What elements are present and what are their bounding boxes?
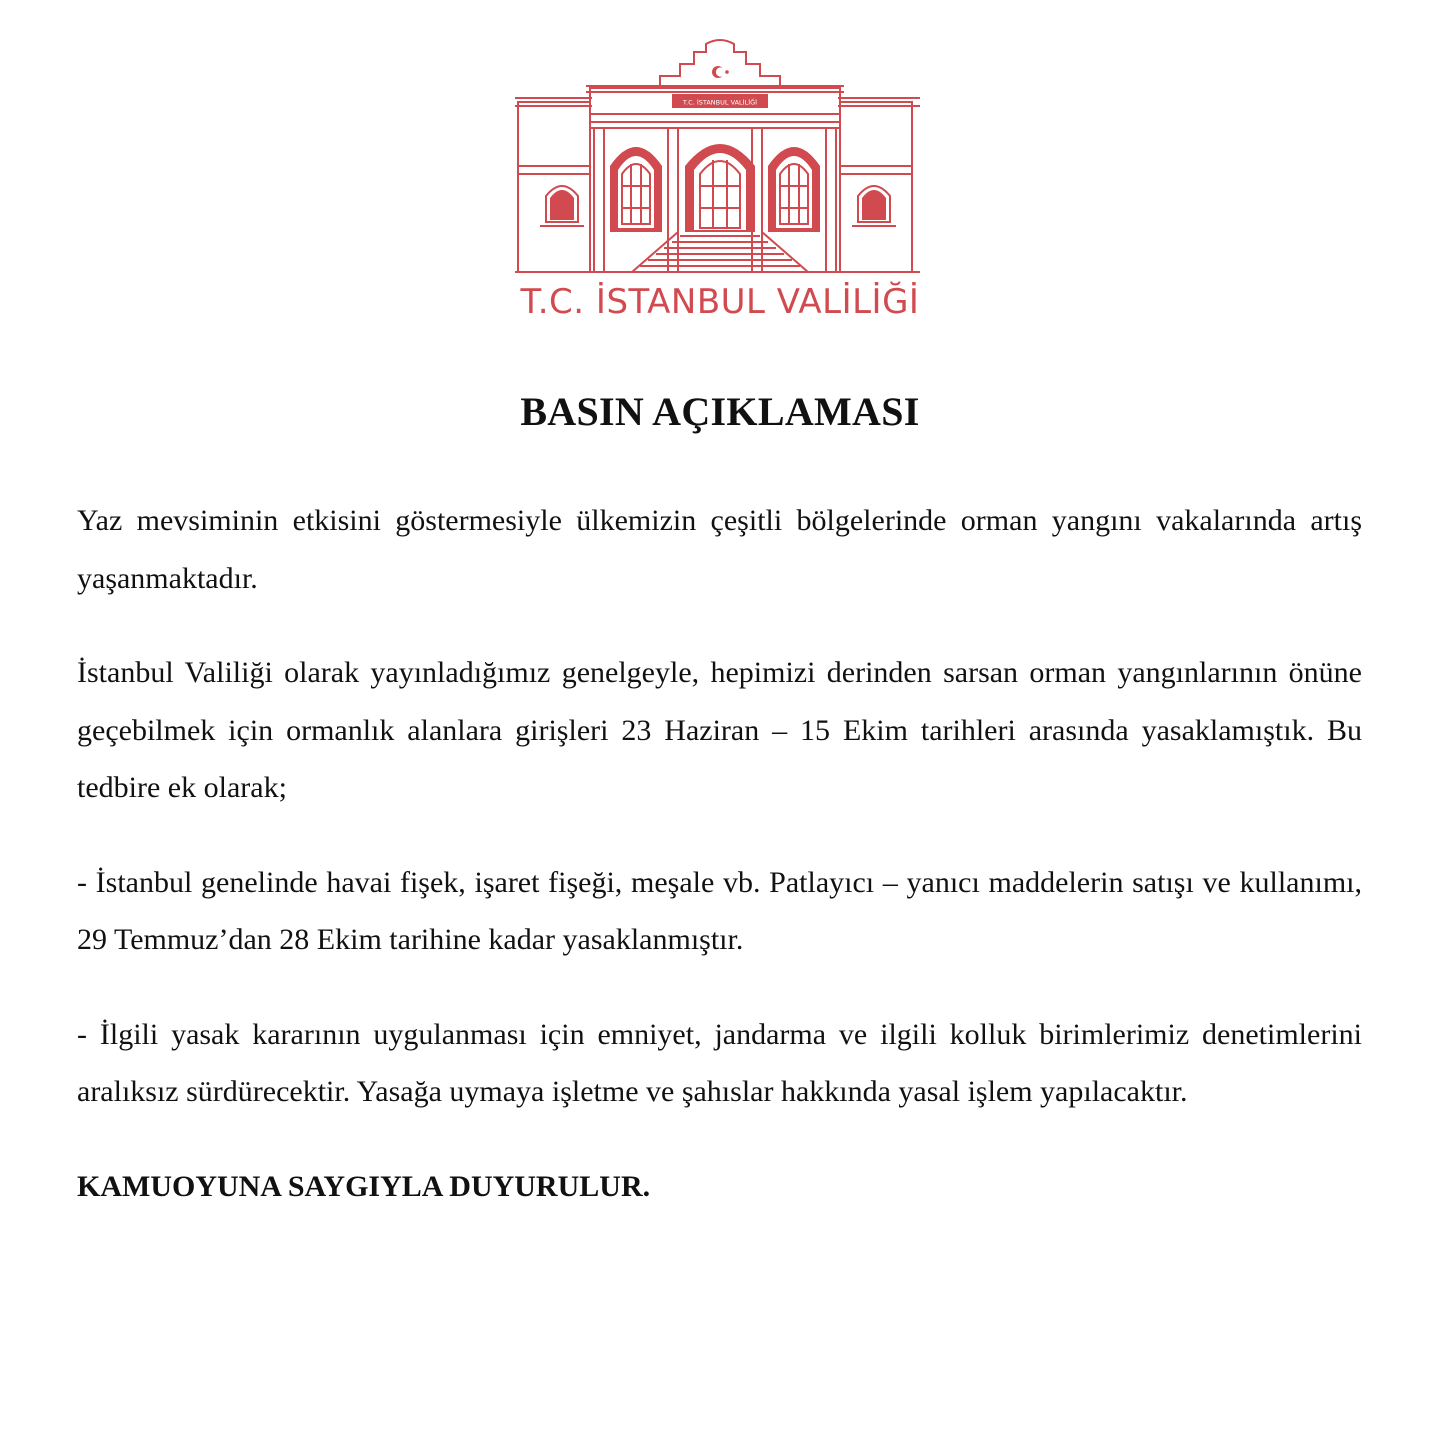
governorship-building-icon xyxy=(510,36,930,286)
document-title: BASIN AÇIKLAMASI xyxy=(520,389,920,434)
logo-sign-text: T.C. İSTANBUL VALİLİĞİ xyxy=(682,98,758,107)
organization-name: T.C. İSTANBUL VALİLİĞİ xyxy=(520,282,920,322)
paragraph-enforcement: - İlgili yasak kararının uygulanması için emniyet, jandarma ve ilgili kolluk birimlerimiz denetimlerini aralıksız sürdürecektir. Yasağa uymaya işletme ve şahıslar hakkında yasal işlem yapılacaktır. xyxy=(77,1017,1362,1108)
paragraph-ban: İstanbul Valiliği olarak yayınladığımız genelgeyle, hepimizi derinden sarsan orman yangınlarının önüne geçebilmek için ormanlık alanlara girişleri 23 Haziran – 15 Ekim tarihleri arasında yasaklamıştık. Bu tedbire ek olarak; xyxy=(77,656,1362,804)
paragraph-intro: Yaz mevsiminin etkisini göstermesiyle ülkemizin çeşitli bölgelerinde orman yangını vakalarında artış yaşanmaktadır. xyxy=(77,504,1362,595)
closing-statement: KAMUOYUNA SAYGIYLA DUYURULUR. xyxy=(77,1169,651,1203)
document-body xyxy=(77,492,1362,1252)
paragraph-fireworks: - İstanbul genelinde havai fişek, işaret fişeği, meşale vb. Patlayıcı – yanıcı maddelerin satışı ve kullanımı, 29 Temmuz’dan 28 Ekim tarihine kadar yasaklanmıştır. xyxy=(77,865,1362,956)
